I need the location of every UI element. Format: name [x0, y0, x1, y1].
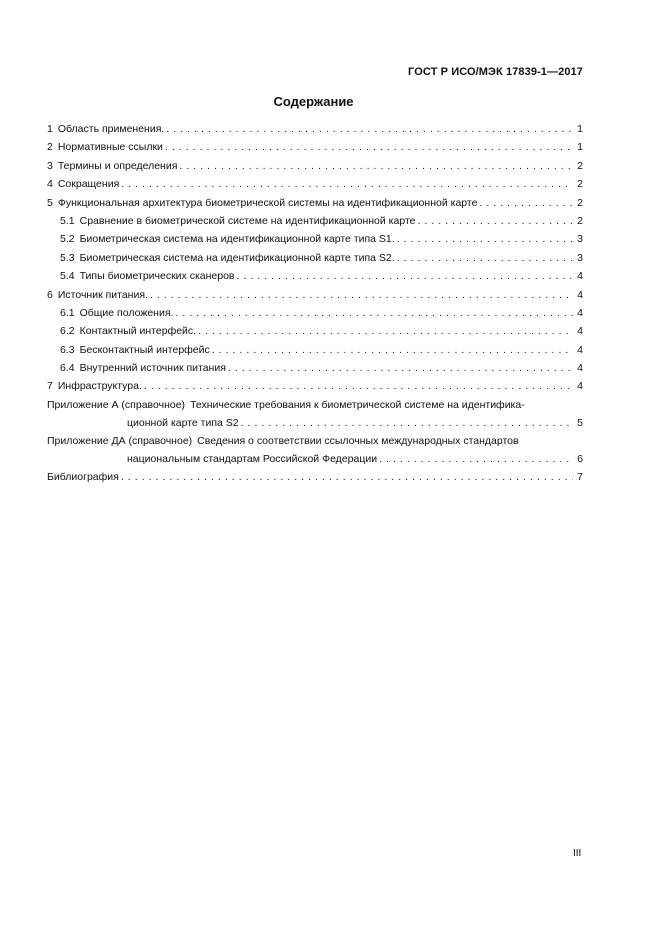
toc-title: Инфраструктура. — [57, 380, 142, 393]
toc-page: 4 — [577, 288, 583, 301]
toc-title: Сравнение в биометрической системе на идентификационной карте — [79, 214, 416, 227]
toc-entry-4[interactable] — [47, 175, 583, 193]
toc-number: 6.1 — [60, 306, 75, 319]
toc-number: 5.2 — [60, 233, 75, 246]
toc-appendix-a[interactable] — [47, 396, 583, 432]
toc-entry-5-3[interactable] — [47, 249, 583, 267]
dot-leader — [165, 138, 573, 156]
toc-page: 6 — [577, 452, 583, 465]
dot-leader — [198, 322, 573, 340]
toc-page: 2 — [577, 196, 583, 209]
toc-page: 4 — [577, 362, 583, 375]
toc-page: 7 — [577, 470, 583, 483]
toc-title: Биометрическая система на идентификационной карте типа S1. — [79, 233, 395, 246]
toc-title: Общие положения. — [79, 306, 174, 319]
toc-entry-5[interactable] — [47, 194, 583, 212]
dot-leader — [150, 286, 573, 304]
toc-number: 7 — [47, 380, 53, 393]
toc-entry-1[interactable] — [47, 120, 583, 138]
toc-page: 1 — [577, 123, 583, 135]
dot-leader — [241, 414, 573, 432]
toc-title: Бесконтактный интерфейс — [79, 343, 210, 356]
toc-title: Функциональная архитектура биометрической системы на идентификационной карте — [57, 196, 478, 209]
toc-page: 3 — [577, 251, 583, 264]
toc-page: 2 — [577, 178, 583, 191]
toc-entry-2[interactable] — [47, 138, 583, 156]
appendix-prefix: Приложение А (справочное) — [47, 398, 186, 411]
dot-leader — [175, 304, 573, 322]
page-number: III — [573, 848, 582, 859]
toc-page: 4 — [577, 343, 583, 356]
appendix-title-line2: ционной карте типа S2 — [127, 416, 239, 429]
toc-number: 6.3 — [60, 343, 75, 356]
toc-title: Нормативные ссылки — [57, 141, 163, 154]
page-title: Содержание — [273, 94, 354, 109]
toc-entry-bibliography[interactable] — [47, 468, 583, 486]
appendix-title-line1: Технические требования к биометрической системе на идентифика- — [190, 398, 525, 411]
toc-title: Область применения. — [57, 123, 165, 135]
toc-entry-7[interactable] — [47, 377, 583, 395]
toc-page: 1 — [577, 141, 583, 154]
toc-appendix-da[interactable] — [47, 432, 583, 468]
dot-leader — [144, 377, 573, 395]
toc-entry-5-1[interactable] — [47, 212, 583, 230]
toc-number: 5.4 — [60, 270, 75, 283]
dot-leader — [212, 341, 573, 359]
toc-page: 4 — [577, 325, 583, 338]
toc-entry-6-1[interactable] — [47, 304, 583, 322]
toc-page: 4 — [577, 306, 583, 319]
toc-number: 5 — [47, 196, 53, 209]
appendix-title-line1: Сведения о соответствии ссылочных международных стандартов — [197, 434, 519, 447]
toc-title: Источник питания. — [57, 288, 148, 301]
toc-title: Библиография — [47, 470, 119, 483]
toc-entry-6-2[interactable] — [47, 322, 583, 340]
dot-leader — [121, 175, 573, 193]
toc-number: 5.3 — [60, 251, 75, 264]
toc-page: 3 — [577, 233, 583, 246]
toc-entry-5-2[interactable] — [47, 230, 583, 248]
table-of-contents — [47, 120, 583, 486]
toc-title: Сокращения — [57, 178, 120, 191]
toc-number: 2 — [47, 141, 53, 154]
toc-entry-6-4[interactable] — [47, 359, 583, 377]
toc-page: 2 — [577, 159, 583, 172]
toc-title: Термины и определения — [57, 159, 178, 172]
dot-leader — [479, 194, 573, 212]
appendix-prefix: Приложение ДА (справочное) — [47, 434, 193, 447]
toc-number: 4 — [47, 178, 53, 191]
appendix-title-line2: национальным стандартам Российской Федерации — [127, 452, 378, 465]
toc-number: 1 — [47, 123, 53, 135]
dot-leader — [417, 212, 573, 230]
toc-number: 6 — [47, 288, 53, 301]
dot-leader — [121, 468, 573, 486]
toc-entry-6[interactable] — [47, 286, 583, 304]
dot-leader — [179, 157, 573, 175]
toc-title: Типы биометрических сканеров — [79, 270, 235, 283]
dot-leader — [228, 359, 573, 377]
standard-code: ГОСТ Р ИСО/МЭК 17839-1—2017 — [408, 66, 583, 78]
toc-title: Внутренний источник питания — [79, 362, 226, 375]
toc-title: Биометрическая система на идентификационной карте типа S2. — [79, 251, 395, 264]
toc-page: 5 — [577, 416, 583, 429]
toc-entry-3[interactable] — [47, 157, 583, 175]
toc-page: 4 — [577, 380, 583, 393]
dot-leader — [397, 249, 573, 267]
dot-leader — [379, 450, 573, 468]
toc-number: 3 — [47, 159, 53, 172]
dot-leader — [166, 120, 573, 138]
toc-number: 5.1 — [60, 214, 75, 227]
toc-number: 6.4 — [60, 362, 75, 375]
toc-entry-5-4[interactable] — [47, 267, 583, 285]
toc-number: 6.2 — [60, 325, 75, 338]
toc-title: Контактный интерфейс. — [79, 325, 197, 338]
toc-entry-6-3[interactable] — [47, 341, 583, 359]
dot-leader — [237, 267, 573, 285]
dot-leader — [397, 230, 573, 248]
toc-page: 4 — [577, 270, 583, 283]
toc-page: 2 — [577, 214, 583, 227]
